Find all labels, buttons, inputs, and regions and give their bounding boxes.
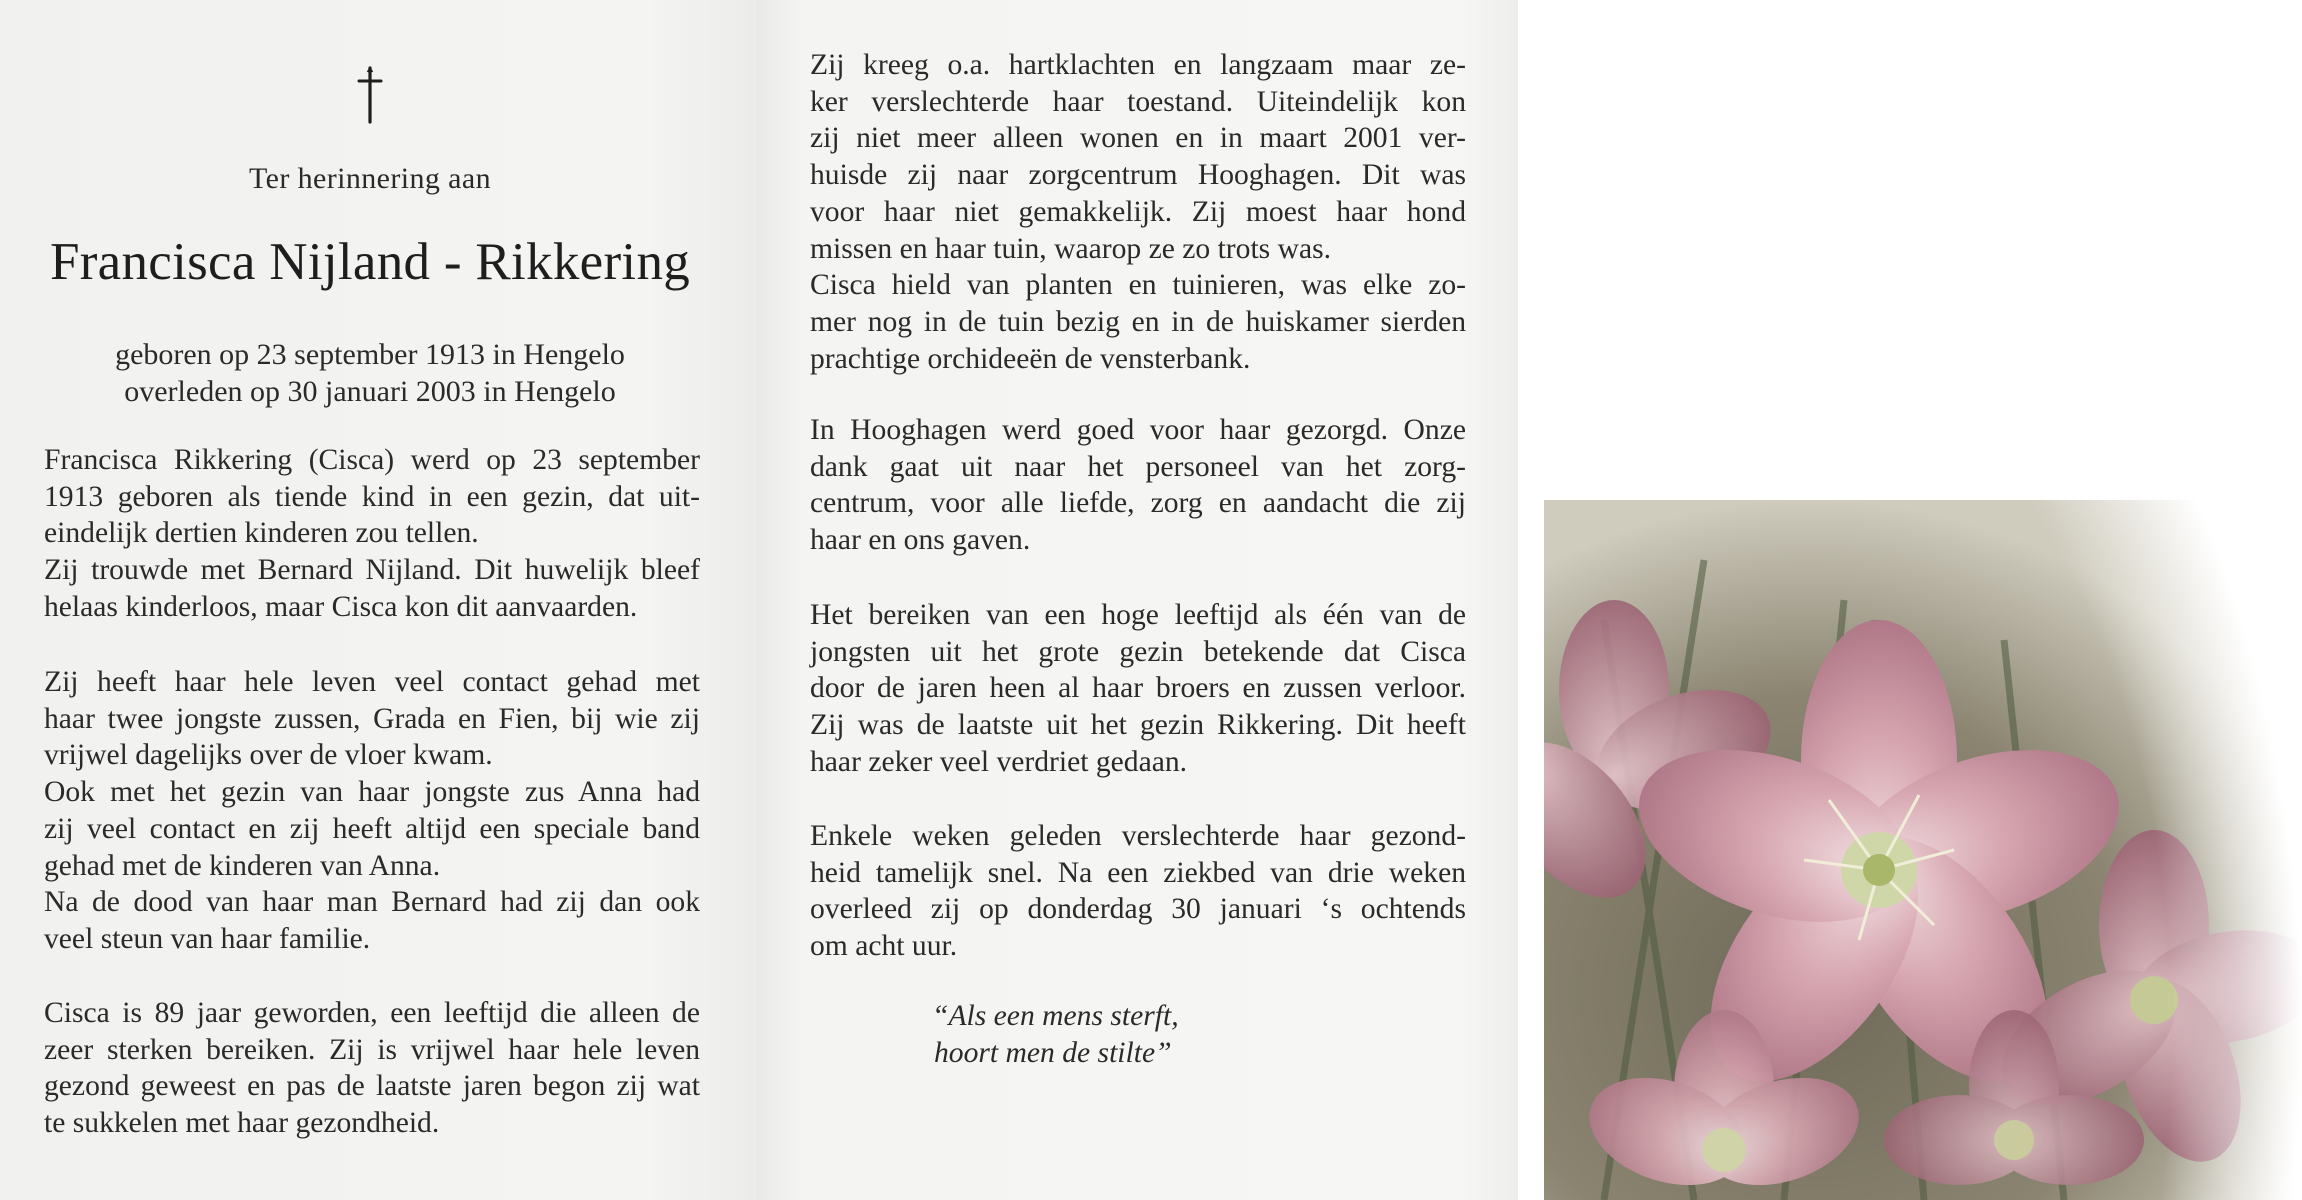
text-line: eindelijk dertien kinderen zou tellen. [44,517,479,550]
text-line: Cisca hield van planten en tuinieren, was elke zo- [810,269,1466,302]
text-line: Cisca is 89 jaar geworden, een leeftijd die alleen de [44,997,700,1029]
cross-icon [348,66,392,124]
text-line: Ook met het gezin van haar jongste zus Anna had [44,776,700,809]
death-line: overleden op 30 januari 2003 in Hengelo [124,375,616,408]
text-line: Francisca Rikkering (Cisca) werd op 23 september [44,444,700,476]
text-line: vrijwel dagelijks over de vloer kwam. [44,739,493,772]
text-line: door de jaren heen al haar broers en zussen verloor. [810,672,1466,705]
paragraph-family [44,664,700,958]
text-line: zij niet meer alleen wonen en in maart 2001 ver- [810,122,1466,155]
text-line: Zij was de laatste uit het gezin Rikkering. Dit heeft [810,709,1466,742]
text-line: gehad met de kinderen van Anna. [44,849,441,882]
life-dates [0,336,740,410]
paragraph-childhood [44,442,700,626]
text-line: om acht uur. [810,930,958,963]
text-line: prachtige orchideeën de vensterbank. [810,342,1251,375]
text-line: veel steun van haar familie. [44,922,371,955]
text-line: te sukkelen met haar gezondheid. [44,1107,440,1140]
text-line: haar en ons gaven. [810,524,1031,557]
text-line: Zij kreeg o.a. hartklachten en langzaam maar ze- [810,49,1466,81]
paragraph-health [810,47,1466,377]
text-line: Na de dood van haar man Bernard had zij dan ook [44,886,700,919]
text-line: gezond geweest en pas de laatste jaren begon zij wat [44,1070,700,1103]
text-line: mer nog in de tuin bezig en in de huiskamer sierden [810,305,1466,338]
text-line: overleed zij op donderdag 30 januari ‘s ochtends [810,893,1466,926]
birth-line: geboren op 23 september 1913 in Hengelo [115,338,625,371]
text-line: zij veel contact en zij heeft altijd een speciale band [44,812,700,845]
text-line: Enkele weken geleden verslechterde haar gezond- [810,820,1466,852]
text-line: centrum, voor alle liefde, zorg en aandacht die zij [810,487,1466,520]
card-right-panel [1544,0,2302,1200]
text-line: haar twee jongste zussen, Grada en Fien, bij wie zij [44,702,700,735]
card-left-panel [0,0,756,1200]
quote-line: hoort men de stilte” [934,1037,1172,1069]
text-line: helaas kinderloos, maar Cisca kon dit aanvaarden. [44,590,638,623]
text-line: dank gaat uit naar het personeel van het zorg- [810,450,1466,483]
hellebore-flower-photo [1544,0,2302,1200]
text-line: huisde zij naar zorgcentrum Hooghagen. Dit was [810,159,1466,192]
deceased-name: Francisca Nijland - Rikkering [49,233,691,291]
closing-quote [932,998,1432,1072]
paragraph-care [810,412,1466,559]
text-line: Het bereiken van een hoge leeftijd als één van de [810,599,1466,631]
text-line: jongsten uit het grote gezin betekende dat Cisca [810,635,1466,668]
text-line: voor haar niet gemakkelijk. Zij moest haar hond [810,195,1466,228]
text-line: ker verslechterde haar toestand. Uiteindelijk kon [810,85,1466,118]
paragraph-age [44,995,700,1142]
text-line: Zij heeft haar hele leven veel contact gehad met [44,666,700,698]
text-line: haar zeker veel verdriet gedaan. [810,745,1188,778]
text-line: missen en haar tuin, waarop ze zo trots was. [810,232,1332,265]
paragraph-siblings [810,597,1466,781]
card-gutter [1518,0,1544,1200]
text-line: heid tamelijk snel. Na een ziekbed van drie weken [810,856,1466,889]
text-line: Zij trouwde met Bernard Nijland. Dit huwelijk bleef [44,554,700,587]
paragraph-passing [810,818,1466,965]
quote-line: “Als een mens sterft, [932,1000,1179,1032]
text-line: zeer sterken bereiken. Zij is vrijwel haar hele leven [44,1033,700,1066]
memorial-intro: Ter herinnering aan [248,162,492,195]
text-line: In Hooghagen werd goed voor haar gezorgd. Onze [810,414,1466,446]
text-line: 1913 geboren als tiende kind in een gezin, dat uit- [44,480,700,513]
